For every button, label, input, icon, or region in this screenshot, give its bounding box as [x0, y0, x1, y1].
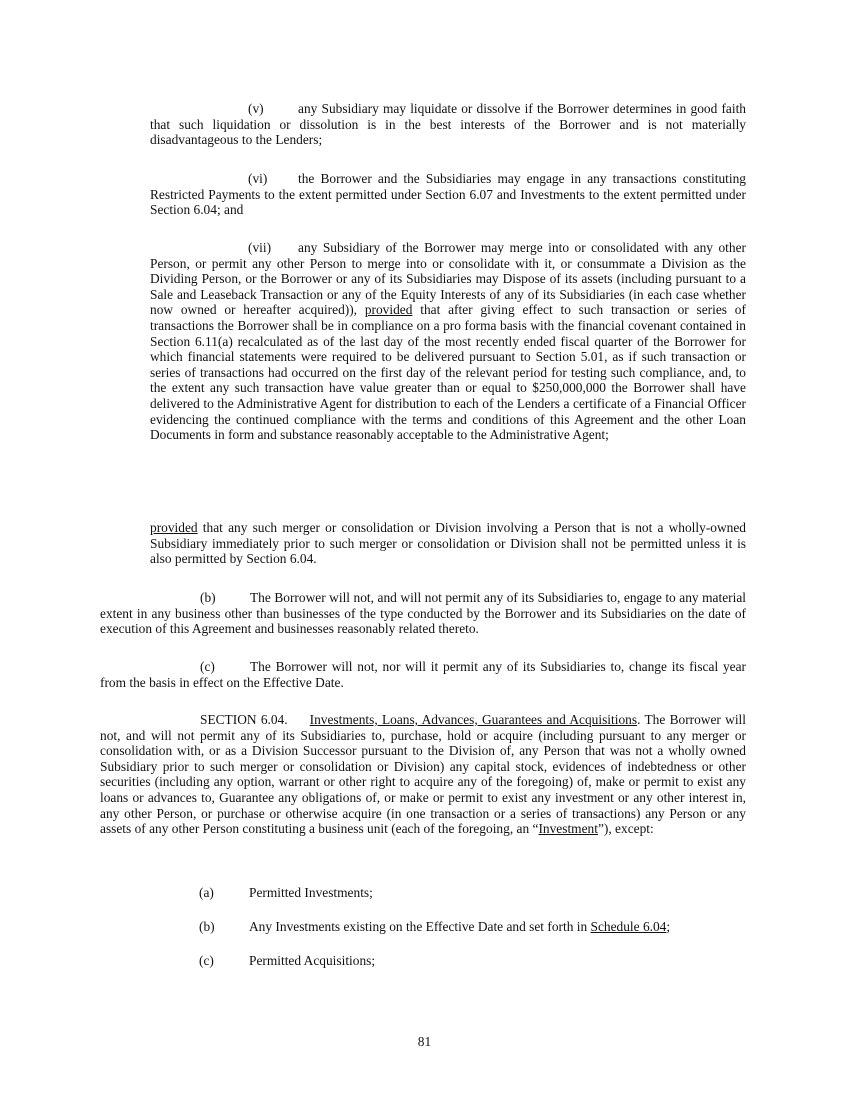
clause-text: any Subsidiary may liquidate or dissolve if the Borrower determines in good faith that such liquidation or dissolution is in the best interests of the Borrower and is not materially disadvantageous to the Lenders;: [150, 101, 746, 148]
section-text-end: ”), except:: [597, 821, 654, 837]
schedule-reference: Schedule 6.04: [590, 919, 667, 934]
list-number: (a): [199, 885, 214, 900]
list-text: Any Investments existing on the Effective Date and set forth in: [249, 919, 591, 934]
clause-text: the Borrower and the Subsidiaries may engage in any transactions constituting Restricted Payments to the extent permitted under Section 6.07 and Investments to the extent permitted under Section 6.04; and: [150, 171, 746, 218]
list-item: [199, 953, 759, 969]
section-6-04: [100, 712, 746, 837]
paragraph-proviso: [150, 520, 746, 567]
paragraph-vii: [150, 240, 746, 443]
clause-text-continued: that after giving effect to such transaction or series of transactions the Borrower shall be in compliance on a pro forma basis with the financial covenant contained in Section 6.11(a) recalculated as of the last day of the most recently ended fiscal quarter of the Borrower for which financial statements were required to be delivered pursuant to Section 5.01, as if such transaction or series of transactions had occurred on the first day of the relevant period for testing such compliance, and, to the extent any such transaction have value greater than or equal to $250,000,000 the Borrower shall have delivered to the Administrative Agent for distribution to each of the Lenders a certificate of a Financial Officer evidencing the continued compliance with the terms and conditions of this Agreement and the other Loan Documents in form and substance reasonably acceptable to the Administrative Agent;: [150, 302, 746, 443]
section-text: . The Borrower will not, and will not permit any of its Subsidiaries to, purchase, hold or acquire (including pursuant to any merger or consolidation with, or as a Division Successor pursuant to the Division of, any Person that was not a wholly owned Subsidiary prior to such merger or consolidation or Division) any capital stock, evidences of indebtedness or other securities (including any option, warrant or other right to acquire any of the foregoing) of, make or permit to exist any loans or advances to, Guarantee any obligations of, or make or permit to exist any investment or any other interest in, any other Person, or purchase or otherwise acquire (in one transaction or a series of transactions) any Person or any assets of any other Person constituting a business unit (each of the foregoing, an “: [100, 712, 746, 837]
list-text: Permitted Investments;: [249, 885, 373, 900]
clause-text: The Borrower will not, and will not permit any of its Subsidiaries to, engage to any material extent in any business other than businesses of the type conducted by the Borrower and its Subsidiaries on the date of execution of this Agreement and businesses reasonably related thereto.: [100, 590, 746, 637]
clause-number: (v): [248, 101, 264, 116]
provided-term: provided: [150, 520, 198, 535]
clause-text: The Borrower will not, nor will it permit any of its Subsidiaries to, change its fiscal year from the basis in effect on the Effective Date.: [100, 659, 746, 690]
paragraph-c: [100, 659, 746, 690]
list-text-tail: ;: [666, 919, 671, 934]
paragraph-b: [100, 590, 746, 637]
list-number: (c): [199, 953, 214, 968]
section-title: Investments, Loans, Advances, Guarantees and Acquisitions: [309, 712, 638, 727]
clause-number: (vi): [248, 171, 268, 186]
clause-text: any Subsidiary of the Borrower may merge into or consolidated with any other Person, or permit any other Person to merge into or consolidate with it, or consummate a Division as the Dividing Person, or the Borrower or any of its Subsidiaries may Dispose of its assets (including pursuant to a Sale and Leaseback Transaction or any of the Equity Interests of any of its Subsidiaries (in each case whether now owned or hereafter acquired)),: [150, 240, 746, 318]
paragraph-vi: [150, 171, 746, 218]
defined-term-investment: Investment: [538, 821, 598, 837]
page-number: 81: [417, 1034, 432, 1049]
list-text: Permitted Acquisitions;: [249, 953, 376, 968]
list-item: [199, 885, 759, 901]
list-number: (b): [199, 919, 215, 934]
list-item: [199, 919, 759, 935]
provided-term: provided: [364, 302, 413, 318]
clause-number: (b): [200, 590, 216, 605]
section-label: SECTION 6.04.: [200, 712, 288, 727]
proviso-text: that any such merger or consolidation or Division involving a Person that is not a wholly-owned Subsidiary immediately prior to such merger or consolidation or Division shall not be permitted unless it is also permitted by Section 6.04.: [150, 520, 746, 567]
paragraph-v: [150, 101, 746, 148]
clause-number: (vii): [248, 240, 272, 255]
clause-number: (c): [200, 659, 215, 674]
